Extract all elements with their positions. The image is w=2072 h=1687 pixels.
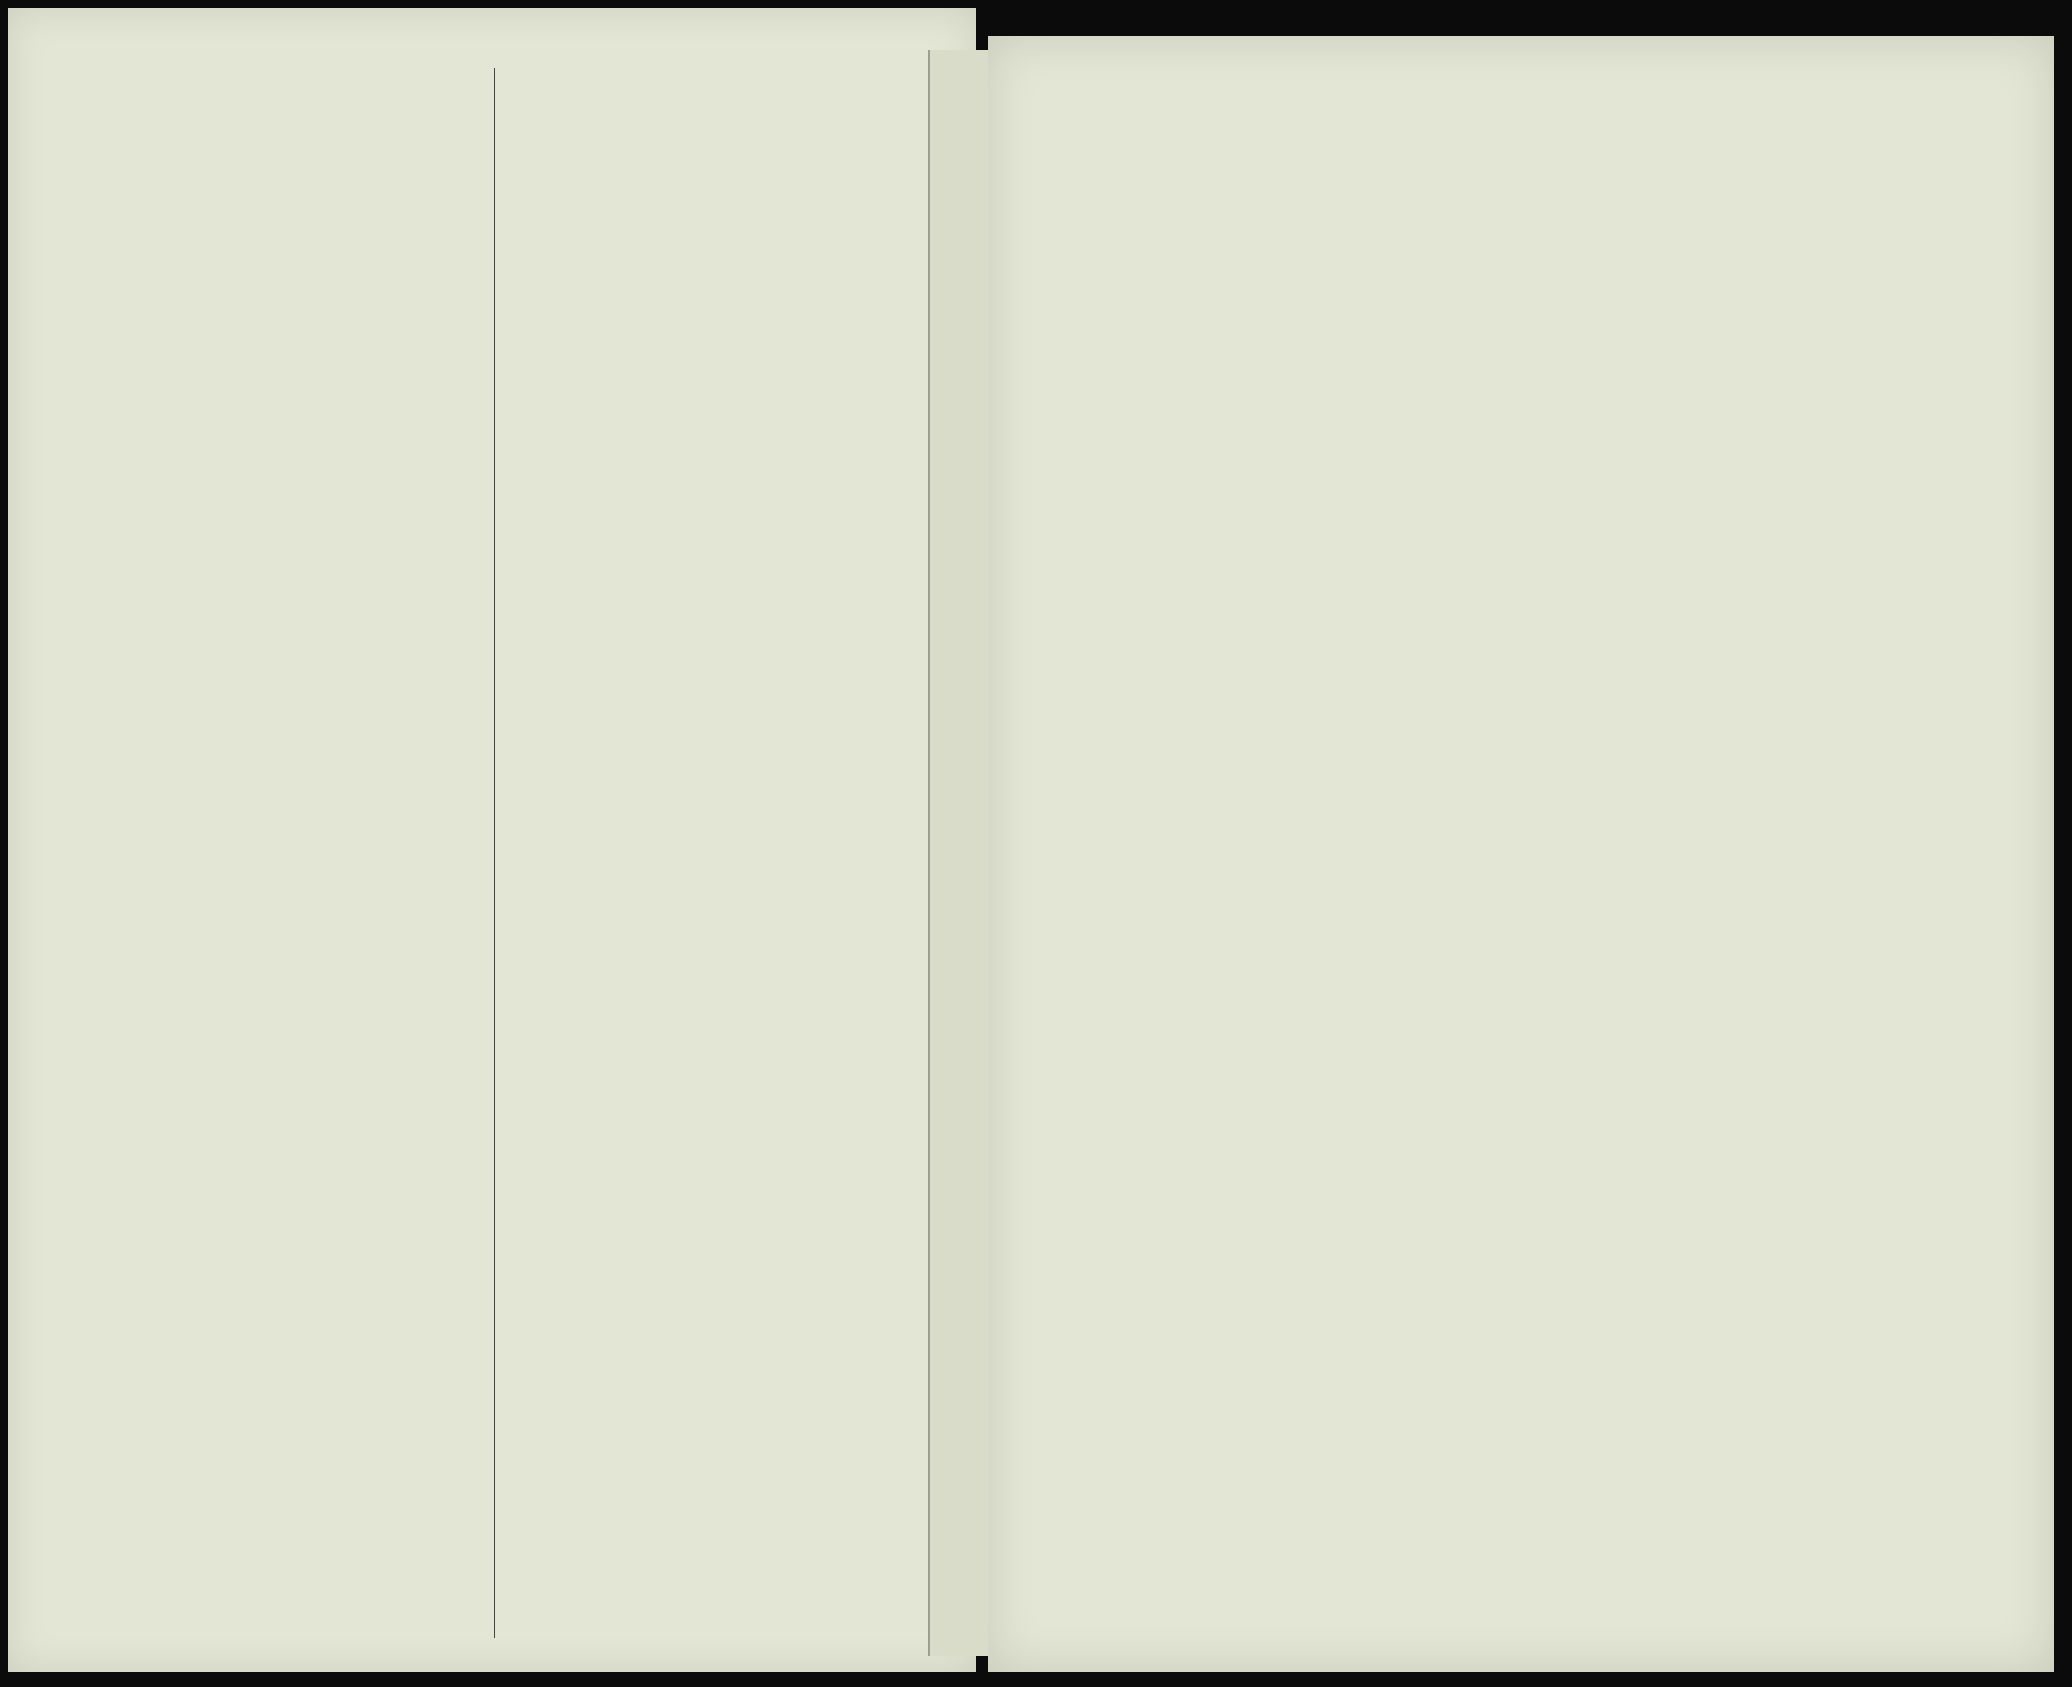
header-col11 [1202,80,1258,226]
col-number-13 [1310,56,1420,74]
header-col13b [1350,128,1418,224]
header-col13b-letter [1348,106,1420,126]
header-col12 [1262,80,1308,226]
header-col14b1 [1692,138,1918,180]
header-col14b-letter [1690,116,1920,136]
col-number-9 [1010,56,1100,74]
header-col14b2 [1692,182,1918,226]
header-col13a [1311,128,1347,224]
census-form-table [1010,54,1930,1642]
header-col14a [1450,138,1670,224]
col-number-11 [1200,56,1260,74]
census-form-page [988,36,2054,1672]
header-col14 [1422,78,1918,116]
header-col14a-letter [1420,116,1690,136]
header-col10 [1102,80,1198,226]
col-number-10 [1100,56,1200,74]
col-number-14 [1420,56,1920,74]
instructions-page [8,8,976,1672]
header-col13 [1310,78,1420,106]
header-col13a-letter [1310,106,1348,126]
form-grid [1010,54,1930,1642]
column-divider [494,68,495,1638]
header-col9 [1012,80,1098,226]
col-number-12 [1260,56,1310,74]
